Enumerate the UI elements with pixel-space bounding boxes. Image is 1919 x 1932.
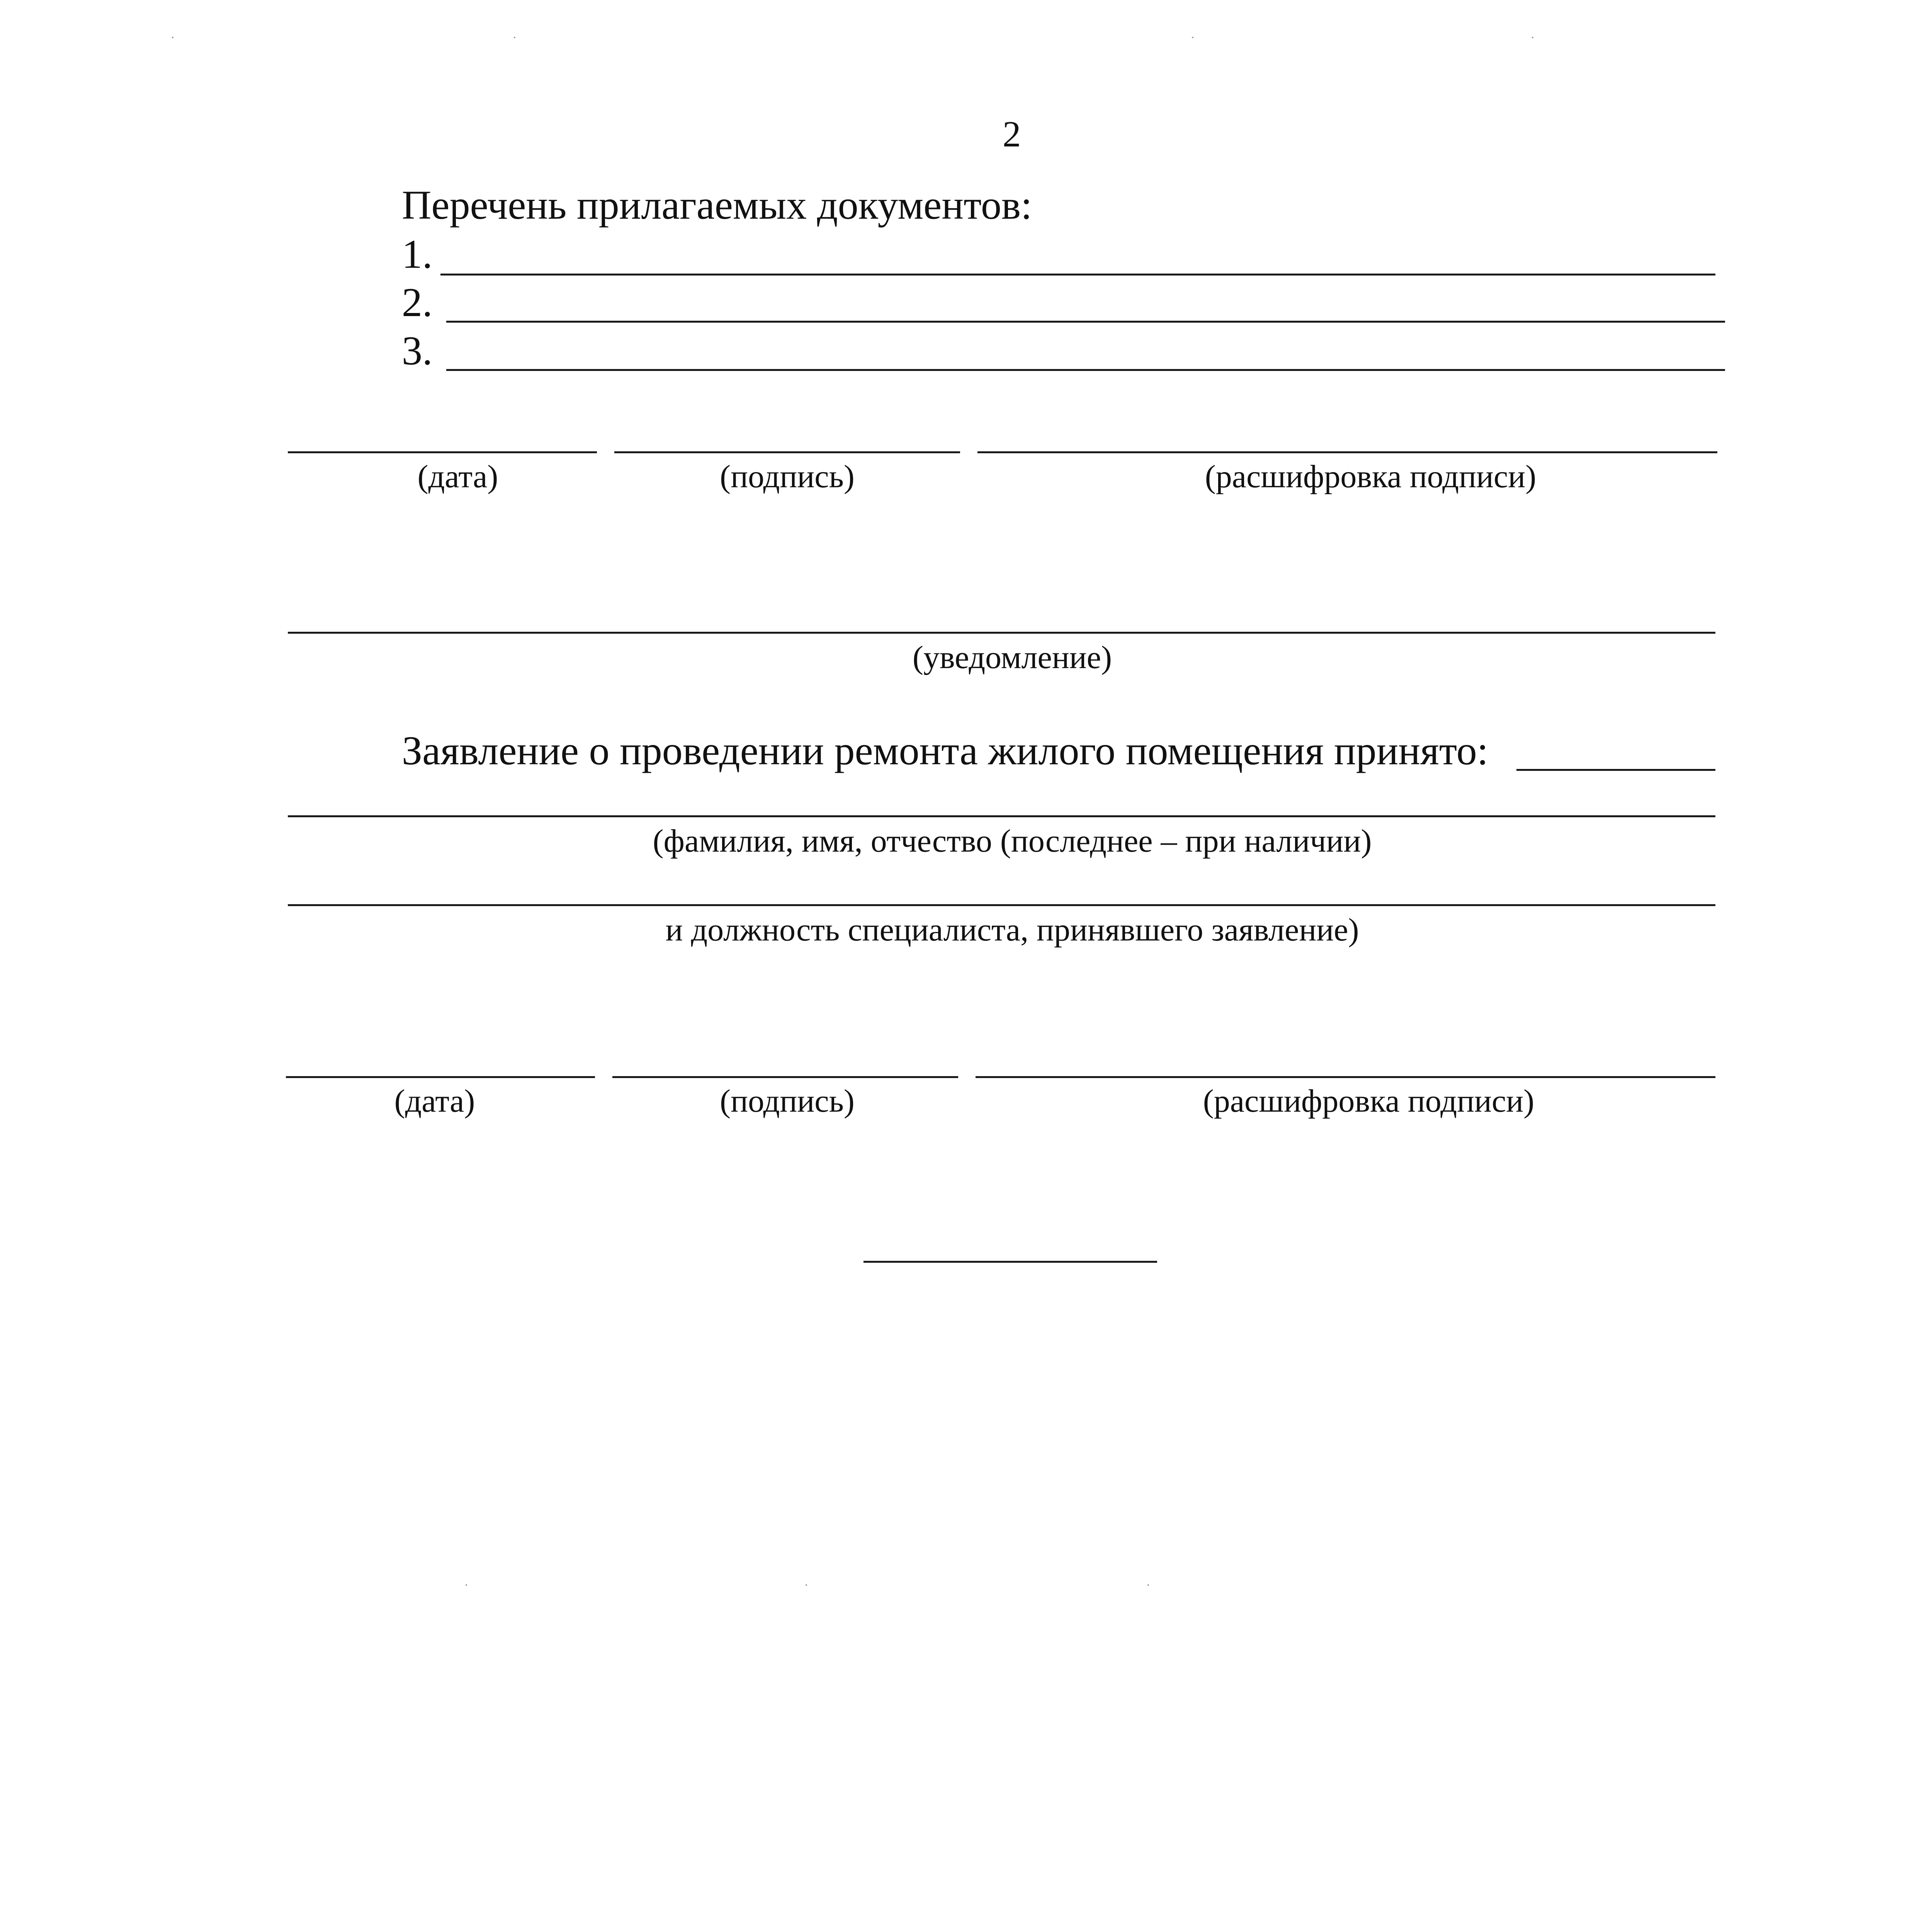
- specialist-position-line[interactable]: [288, 904, 1715, 906]
- attachment-item-3-number: 3.: [402, 328, 433, 373]
- signature-block-1-date-caption: (дата): [417, 459, 498, 495]
- signature-block-1-date-line[interactable]: [288, 451, 597, 453]
- attachment-item-1-blank-line[interactable]: [440, 274, 1715, 276]
- signature-block-1-signature-caption: (подпись): [720, 459, 855, 495]
- scan-speck: [172, 37, 173, 38]
- specialist-name-line[interactable]: [288, 815, 1715, 817]
- attachment-item-2-number: 2.: [402, 280, 433, 325]
- closing-separator-line: [863, 1261, 1157, 1263]
- signature-block-1-decoding-line[interactable]: [977, 451, 1717, 453]
- signature-block-2-date-caption: (дата): [394, 1083, 475, 1119]
- signature-block-1-decoding-caption: (расшифровка подписи): [1205, 459, 1537, 495]
- attachments-heading: Перечень прилагаемых документов:: [402, 182, 1032, 228]
- scan-speck: [1192, 37, 1193, 38]
- acceptance-statement: Заявление о проведении ремонта жилого помещения принято:: [402, 728, 1489, 773]
- scan-speck: [466, 1584, 467, 1586]
- specialist-name-caption: (фамилия, имя, отчество (последнее – при наличии): [653, 823, 1372, 859]
- attachment-item-3-blank-line[interactable]: [446, 369, 1725, 371]
- scan-speck: [806, 1584, 807, 1586]
- specialist-position-caption: и должность специалиста, принявшего заявление): [665, 912, 1359, 948]
- attachment-item-2-blank-line[interactable]: [446, 321, 1725, 323]
- page-number: 2: [1003, 114, 1021, 155]
- notification-line[interactable]: [288, 632, 1715, 634]
- signature-block-2-decoding-line[interactable]: [976, 1076, 1715, 1078]
- notification-caption: (уведомление): [913, 639, 1112, 675]
- attachment-item-1-number: 1.: [402, 231, 433, 277]
- scan-speck: [514, 37, 515, 38]
- signature-block-2-signature-line[interactable]: [612, 1076, 958, 1078]
- acceptance-date-line[interactable]: [1516, 769, 1715, 771]
- scan-speck: [1532, 37, 1533, 38]
- signature-block-2-decoding-caption: (расшифровка подписи): [1203, 1083, 1535, 1119]
- signature-block-2-signature-caption: (подпись): [720, 1083, 855, 1119]
- scan-speck: [1147, 1584, 1149, 1586]
- signature-block-1-signature-line[interactable]: [614, 451, 960, 453]
- signature-block-2-date-line[interactable]: [286, 1076, 595, 1078]
